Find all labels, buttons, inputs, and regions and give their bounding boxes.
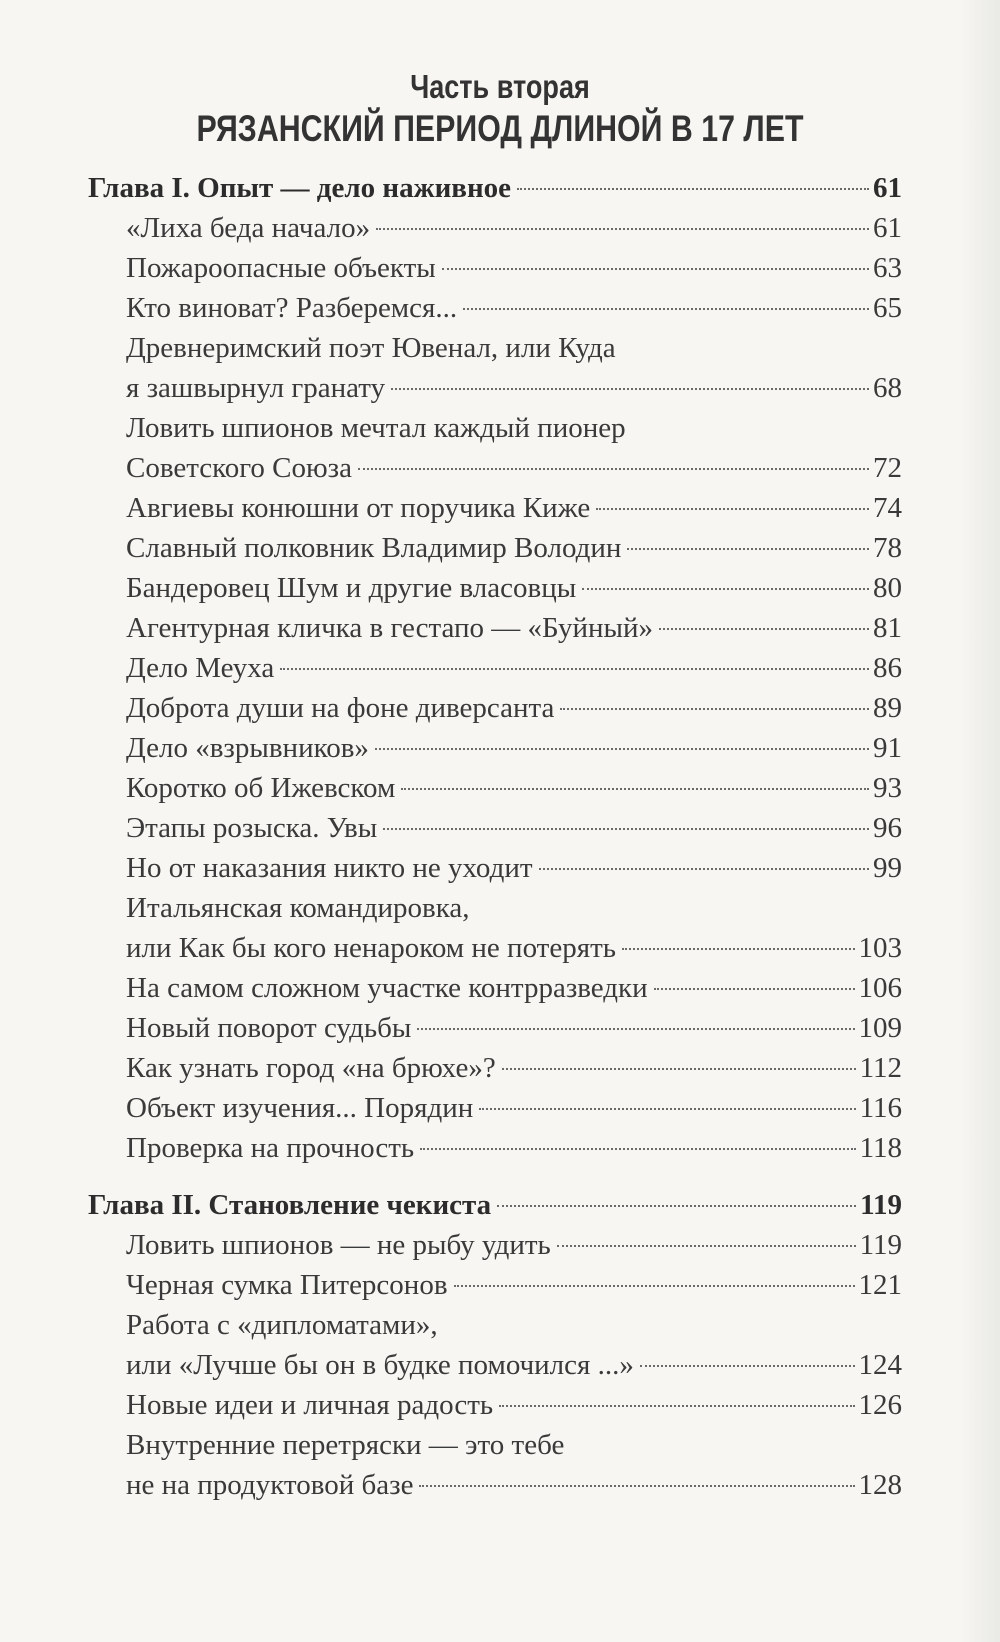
- page-number: 65: [873, 292, 902, 324]
- entry-title: Внутренние перетряски — это тебе: [126, 1429, 565, 1461]
- toc-entry: [126, 648, 902, 688]
- page-number: 91: [873, 732, 902, 764]
- dot-leader: [420, 1148, 855, 1150]
- dot-leader: [622, 948, 855, 950]
- entry-title: Древнеримский поэт Ювенал, или Куда: [126, 332, 616, 364]
- dot-leader: [627, 548, 869, 550]
- dot-leader: [419, 1485, 854, 1487]
- page-number: 63: [873, 252, 902, 284]
- page-number: 128: [858, 1469, 902, 1501]
- toc-entry: [126, 1088, 902, 1128]
- toc-entry: [126, 808, 902, 848]
- dot-leader: [358, 468, 869, 470]
- toc-entry: [126, 688, 902, 728]
- dot-leader: [280, 668, 869, 670]
- entry-title: Как узнать город «на брюхе»?: [126, 1052, 496, 1084]
- toc-entry: [126, 368, 902, 408]
- toc-entry: [126, 1048, 902, 1088]
- entry-title: Новый поворот судьбы: [126, 1012, 412, 1044]
- page-number: 103: [858, 932, 902, 964]
- toc-entry: [126, 1008, 902, 1048]
- entry-title: «Лиха беда начало»: [126, 212, 371, 244]
- dot-leader: [560, 708, 869, 710]
- toc-entry: [126, 1305, 902, 1345]
- toc-entry: [126, 328, 902, 368]
- page-number: 89: [873, 692, 902, 724]
- entry-title: Коротко об Ижевском: [126, 772, 396, 804]
- entry-title: Этапы розыска. Увы: [126, 812, 378, 844]
- page-number: 81: [873, 612, 902, 644]
- page-edge-shadow: [960, 0, 1000, 1642]
- dot-leader: [454, 1285, 855, 1287]
- toc-entry: [126, 968, 902, 1008]
- page-number: 124: [858, 1349, 902, 1381]
- entry-title: Черная сумка Питерсонов: [126, 1269, 448, 1301]
- chapter-title: Глава I. Опыт — дело наживное: [88, 172, 512, 204]
- entry-title: Кто виноват? Разберемся...: [126, 292, 458, 324]
- toc-entry: [126, 1345, 902, 1385]
- dot-leader: [659, 628, 869, 630]
- page-number: 68: [873, 372, 902, 404]
- dot-leader: [479, 1108, 855, 1110]
- entry-title: Дело «взрывников»: [126, 732, 369, 764]
- page-number: 116: [859, 1092, 902, 1124]
- dot-leader: [596, 508, 869, 510]
- toc-entry: [126, 1225, 902, 1265]
- dot-leader: [417, 1028, 854, 1030]
- entry-title: Новые идеи и личная радость: [126, 1389, 494, 1421]
- dot-leader: [391, 388, 869, 390]
- toc-entry: [126, 888, 902, 928]
- toc-entry: [126, 1265, 902, 1305]
- toc-entry: [126, 1385, 902, 1425]
- toc-entry: [126, 1128, 902, 1168]
- toc-entry: [126, 728, 902, 768]
- entry-title: Дело Меуха: [126, 652, 275, 684]
- page-number: 119: [860, 1189, 902, 1221]
- dot-leader: [497, 1205, 856, 1207]
- entry-title: Бандеровец Шум и другие власовцы: [126, 572, 577, 604]
- entry-title: не на продуктовой базе: [126, 1469, 414, 1501]
- dot-leader: [557, 1245, 856, 1247]
- page-number: 61: [873, 172, 902, 204]
- dot-leader: [502, 1068, 856, 1070]
- dot-leader: [539, 868, 869, 870]
- entry-title: Проверка на прочность: [126, 1132, 415, 1164]
- entry-title: Славный полковник Владимир Володин: [126, 532, 622, 564]
- page-number: 86: [873, 652, 902, 684]
- dot-leader: [383, 828, 869, 830]
- page-number: 121: [858, 1269, 902, 1301]
- page-number: 72: [873, 452, 902, 484]
- entry-title: я зашвырнул гранату: [126, 372, 386, 404]
- part-heading: Часть вторая: [410, 68, 590, 105]
- toc-entry: [126, 408, 902, 448]
- toc-entry: [126, 568, 902, 608]
- dot-leader: [517, 188, 869, 190]
- toc-chapter: [88, 1185, 902, 1225]
- page-number: 118: [859, 1132, 902, 1164]
- toc-chapter: [88, 168, 902, 208]
- dot-leader: [376, 228, 869, 230]
- page-number: 80: [873, 572, 902, 604]
- toc-entry: [126, 608, 902, 648]
- toc-entry: [126, 1425, 902, 1465]
- entry-title: Ловить шпионов — не рыбу удить: [126, 1229, 551, 1261]
- toc-entry: [126, 288, 902, 328]
- page-number: 112: [859, 1052, 902, 1084]
- entry-title: Итальянская командировка,: [126, 892, 470, 924]
- page-number: 96: [873, 812, 902, 844]
- page-number: 119: [859, 1229, 902, 1261]
- entry-title: Советского Союза: [126, 452, 353, 484]
- toc-entry: [126, 928, 902, 968]
- page-number: 99: [873, 852, 902, 884]
- chapter-title: Глава II. Становление чекиста: [88, 1189, 492, 1221]
- toc-entry: [126, 488, 902, 528]
- page-number: 126: [858, 1389, 902, 1421]
- toc-entry: [126, 448, 902, 488]
- page-number: 61: [873, 212, 902, 244]
- entry-title: Пожароопасные объекты: [126, 252, 436, 284]
- dot-leader: [640, 1365, 855, 1367]
- toc-entry: [126, 848, 902, 888]
- entry-title: Доброта души на фоне диверсанта: [126, 692, 555, 724]
- dot-leader: [582, 588, 869, 590]
- toc-entry: [126, 768, 902, 808]
- dot-leader: [463, 308, 869, 310]
- toc-entry: [126, 1465, 902, 1505]
- page-number: 109: [858, 1012, 902, 1044]
- dot-leader: [499, 1405, 854, 1407]
- toc-entry: [126, 248, 902, 288]
- entry-title: Агентурная кличка в гестапо — «Буйный»: [126, 612, 653, 644]
- dot-leader: [401, 788, 869, 790]
- entry-title: Объект изучения... Порядин: [126, 1092, 474, 1124]
- dot-leader: [442, 268, 869, 270]
- dot-leader: [654, 988, 855, 990]
- entry-title: На самом сложном участке контрразведки: [126, 972, 648, 1004]
- part-title: РЯЗАНСКИЙ ПЕРИОД ДЛИНОЙ В 17 ЛЕТ: [196, 108, 804, 149]
- entry-title: Но от наказания никто не уходит: [126, 852, 533, 884]
- toc-entry: [126, 208, 902, 248]
- entry-title: Ловить шпионов мечтал каждый пионер: [126, 412, 626, 444]
- page-number: 74: [873, 492, 902, 524]
- page-number: 78: [873, 532, 902, 564]
- page-number: 106: [858, 972, 902, 1004]
- entry-title: или Как бы кого ненароком не потерять: [126, 932, 616, 964]
- toc-entry: [126, 528, 902, 568]
- entry-title: Авгиевы конюшни от поручика Киже: [126, 492, 591, 524]
- entry-title: Работа с «дипломатами»,: [126, 1309, 438, 1341]
- page-number: 93: [873, 772, 902, 804]
- entry-title: или «Лучше бы он в будке помочился ...»: [126, 1349, 634, 1381]
- dot-leader: [375, 748, 869, 750]
